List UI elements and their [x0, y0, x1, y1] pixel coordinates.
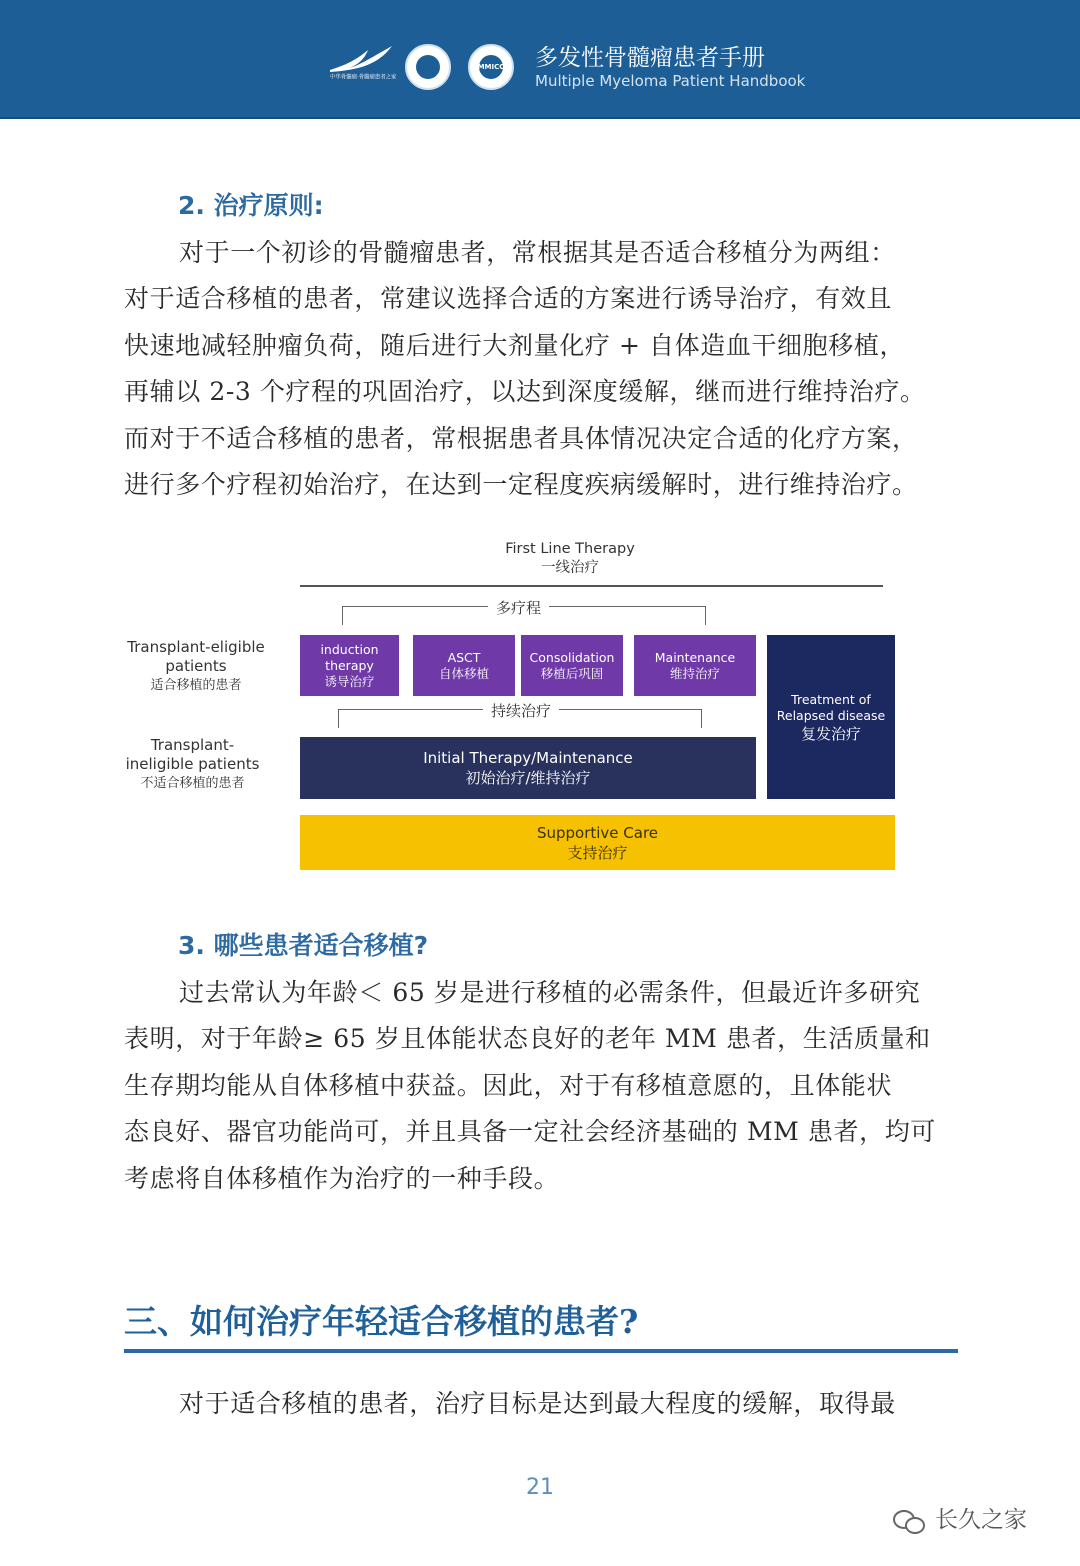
box-label-en: Consolidation — [529, 649, 615, 665]
treatment-principles-paragraph — [124, 230, 960, 508]
box-label-cn: 初始治疗/维持治疗 — [465, 769, 591, 787]
box-label-en: Relapsed disease — [776, 708, 886, 723]
paragraph-line: 快速地减轻肿瘤负荷，随后进行大剂量化疗 + 自体造血干细胞移植， — [124, 330, 906, 360]
transplant-eligibility-paragraph — [124, 970, 960, 1202]
paragraph-line: 再辅以 2-3 个疗程的巩固治疗，以达到深度缓解，继而进行维持治疗。 — [124, 377, 926, 407]
group-label-en: ineligible patients — [125, 755, 260, 773]
paragraph-line: 生存期均能从自体移植中获益。因此，对于有移植意愿的，且体能状 — [124, 1070, 893, 1100]
box-label-cn: 复发治疗 — [800, 725, 861, 743]
box-label-en: therapy — [325, 657, 374, 673]
paragraph-line: 考虑将自体移植作为治疗的一种手段。 — [124, 1163, 560, 1193]
box-label-cn: 移植后巩固 — [540, 665, 604, 681]
box-label-en: Supportive Care — [536, 823, 659, 842]
box-label-en: Maintenance — [654, 649, 736, 665]
consolidation-box — [521, 635, 623, 696]
society-seal-logo — [405, 44, 451, 90]
box-label-cn: 维持治疗 — [669, 665, 720, 681]
induction-therapy-box — [300, 635, 399, 696]
box-label-en: Initial Therapy/Maintenance — [423, 749, 633, 767]
mmicc-label: MMICC — [477, 63, 505, 71]
diagram-title — [450, 540, 690, 578]
initial-therapy-maintenance-box — [300, 737, 756, 799]
paragraph-line: 对于适合移植的患者，常建议选择合适的方案进行诱导治疗，有效且 — [124, 284, 893, 314]
mmicc-logo — [468, 44, 514, 90]
wing-logo-icon — [328, 44, 394, 74]
watermark — [893, 1505, 1027, 1535]
diagram-title-en: First Line Therapy — [505, 541, 635, 557]
paragraph-line: 对于一个初诊的骨髓瘤患者，常根据其是否适合移植分为两组： — [179, 238, 896, 267]
box-label-en: induction — [320, 641, 379, 657]
transplant-eligible-label — [120, 638, 272, 695]
transplant-ineligible-label — [120, 736, 265, 793]
diagram-title-cn: 一线治疗 — [541, 560, 599, 576]
box-label-cn: 诱导治疗 — [324, 673, 375, 689]
box-label-en: ASCT — [447, 649, 481, 665]
box-label-cn: 自体移植 — [438, 665, 489, 681]
handbook-subtitle: Multiple Myeloma Patient Handbook — [535, 72, 806, 90]
continuous-treatment-label: 持续治疗 — [483, 701, 559, 721]
relapsed-disease-box — [767, 635, 895, 799]
multi-course-label: 多疗程 — [488, 598, 549, 618]
chapter-heading-underline — [124, 1349, 958, 1353]
chapter-heading: 三、如何治疗年轻适合移植的患者? — [124, 1302, 639, 1341]
paragraph-line: 过去常认为年龄＜ 65 岁是进行移植的必需条件，但最近许多研究 — [179, 978, 921, 1007]
page-number: 21 — [526, 1475, 554, 1500]
asct-box — [413, 635, 515, 696]
chapter-intro-paragraph — [124, 1381, 960, 1427]
maintenance-box — [634, 635, 756, 696]
section-heading-transplant-eligibility: 3. 哪些患者适合移植? — [178, 931, 429, 960]
group-label-en: Transplant-eligible — [127, 638, 265, 656]
logo-motto: 中华骨髓瘤·骨髓瘤患者之家 — [330, 74, 397, 81]
handbook-title: 多发性骨髓瘤患者手册 — [535, 45, 765, 71]
box-label-cn: 支持治疗 — [567, 843, 628, 862]
association-logo — [328, 44, 397, 92]
section-heading-treatment-principles: 2. 治疗原则: — [178, 191, 324, 220]
paragraph-line: 而对于不适合移植的患者，常根据患者具体情况决定合适的化疗方案， — [124, 423, 918, 453]
page-header — [0, 0, 1080, 119]
first-line-therapy-diagram — [120, 530, 910, 880]
group-label-cn: 不适合移植的患者 — [140, 776, 245, 791]
seal-emblem-icon — [416, 55, 440, 79]
paragraph-line: 进行多个疗程初始治疗，在达到一定程度疾病缓解时，进行维持治疗。 — [124, 470, 918, 500]
paragraph-line: 对于适合移植的患者，治疗目标是达到最大程度的缓解，取得最 — [179, 1389, 896, 1418]
watermark-text: 长久之家 — [935, 1507, 1027, 1533]
paragraph-line: 表明，对于年龄≥ 65 岁且体能状态良好的老年 MM 患者，生活质量和 — [124, 1024, 931, 1054]
wechat-icon — [893, 1510, 927, 1532]
box-label-en: Treatment of — [791, 692, 871, 707]
supportive-care-box — [300, 815, 895, 870]
paragraph-line: 态良好、器官功能尚可，并且具备一定社会经济基础的 MM 患者，均可 — [124, 1117, 936, 1147]
diagram-top-rule — [300, 585, 883, 587]
group-label-en: Transplant- — [150, 736, 235, 754]
group-label-cn: 适合移植的患者 — [150, 678, 242, 693]
group-label-en: patients — [165, 657, 227, 675]
